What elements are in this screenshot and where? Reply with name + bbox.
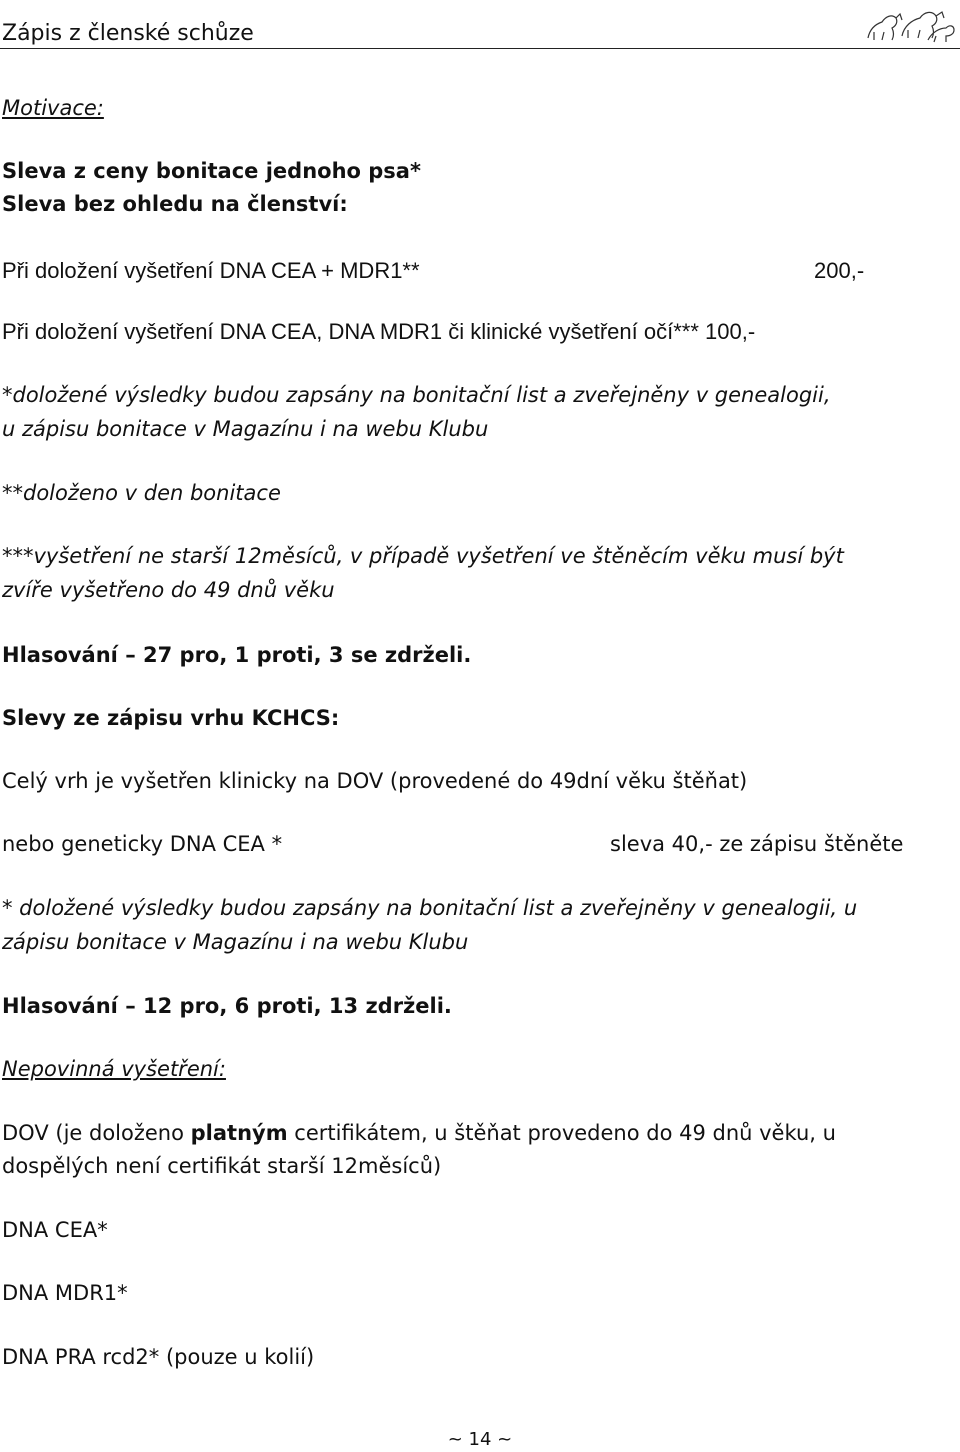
nepovinna-item-cea: DNA CEA* [2,1218,108,1242]
nepovinna-dov-line2: dospělých není certifikát starší 12měsíců) [2,1154,442,1178]
slevy-discount-amount: sleva 40,- ze zápisu štěněte [610,832,904,856]
footnote-1-line1: *doložené výsledky budou zapsány na bonitační list a zveřejněny v genealogii, [2,383,831,407]
nepovinna-item-mdr1: DNA MDR1* [2,1281,128,1305]
dov-bold-word: platným [190,1121,288,1145]
footnote-1-line2: u zápisu bonitace v Magazínu i na webu Klubu [2,417,489,441]
section-heading-slevy: Slevy ze zápisu vrhu KCHCS: [2,706,340,730]
nepovinna-item-pra: DNA PRA rcd2* (pouze u kolií) [2,1345,315,1369]
slevy-line-dov: Celý vrh je vyšetřen klinicky na DOV (provedené do 49dní věku štěňat) [2,769,748,793]
dov-prefix: DOV (je doloženo [2,1121,191,1145]
footnote-3-line2: zvíře vyšetřeno do 49 dnů věku [2,578,335,602]
nepovinna-dov-line1 [2,1119,836,1147]
discount-row-single-exam: Při doložení vyšetření DNA CEA, DNA MDR1 či klinické vyšetření očí*** 100,- [2,319,756,344]
section-heading-motivace: Motivace: [2,96,104,120]
vote-result-motivace: Hlasování – 27 pro, 1 proti, 3 se zdrželi. [2,643,472,667]
footnote-2: **doloženo v den bonitace [2,481,281,505]
footnote-3-line1: ***vyšetření ne starší 12měsíců, v případě vyšetření ve štěněcím věku musí být [2,544,844,568]
slevy-line-genetic: nebo geneticky DNA CEA * [2,832,283,856]
section-heading-nepovinna: Nepovinná vyšetření: [2,1057,226,1081]
dov-suffix: certifikátem, u štěňat provedeno do 49 dnů věku, u [287,1121,836,1145]
page-header-title: Zápis z členské schůze [2,21,254,46]
vote-result-slevy: Hlasování – 12 pro, 6 proti, 13 zdrželi. [2,994,452,1018]
motivace-line-sleva-clenstvi: Sleva bez ohledu na členství: [2,192,348,216]
discount-row-cea-mdr1: Při doložení vyšetření DNA CEA + MDR1** [2,258,420,283]
discount-amount-200: 200,- [814,258,865,283]
dogs-logo-icon [862,2,958,46]
slevy-footnote-line2: zápisu bonitace v Magazínu i na webu Klubu [2,930,469,954]
motivace-line-sleva-cena: Sleva z ceny bonitace jednoho psa* [2,159,421,183]
page-number: ~ 14 ~ [447,1429,513,1450]
header-rule [0,48,960,49]
slevy-footnote-line1: * doložené výsledky budou zapsány na bonitační list a zveřejněny v genealogii, u [2,896,858,920]
